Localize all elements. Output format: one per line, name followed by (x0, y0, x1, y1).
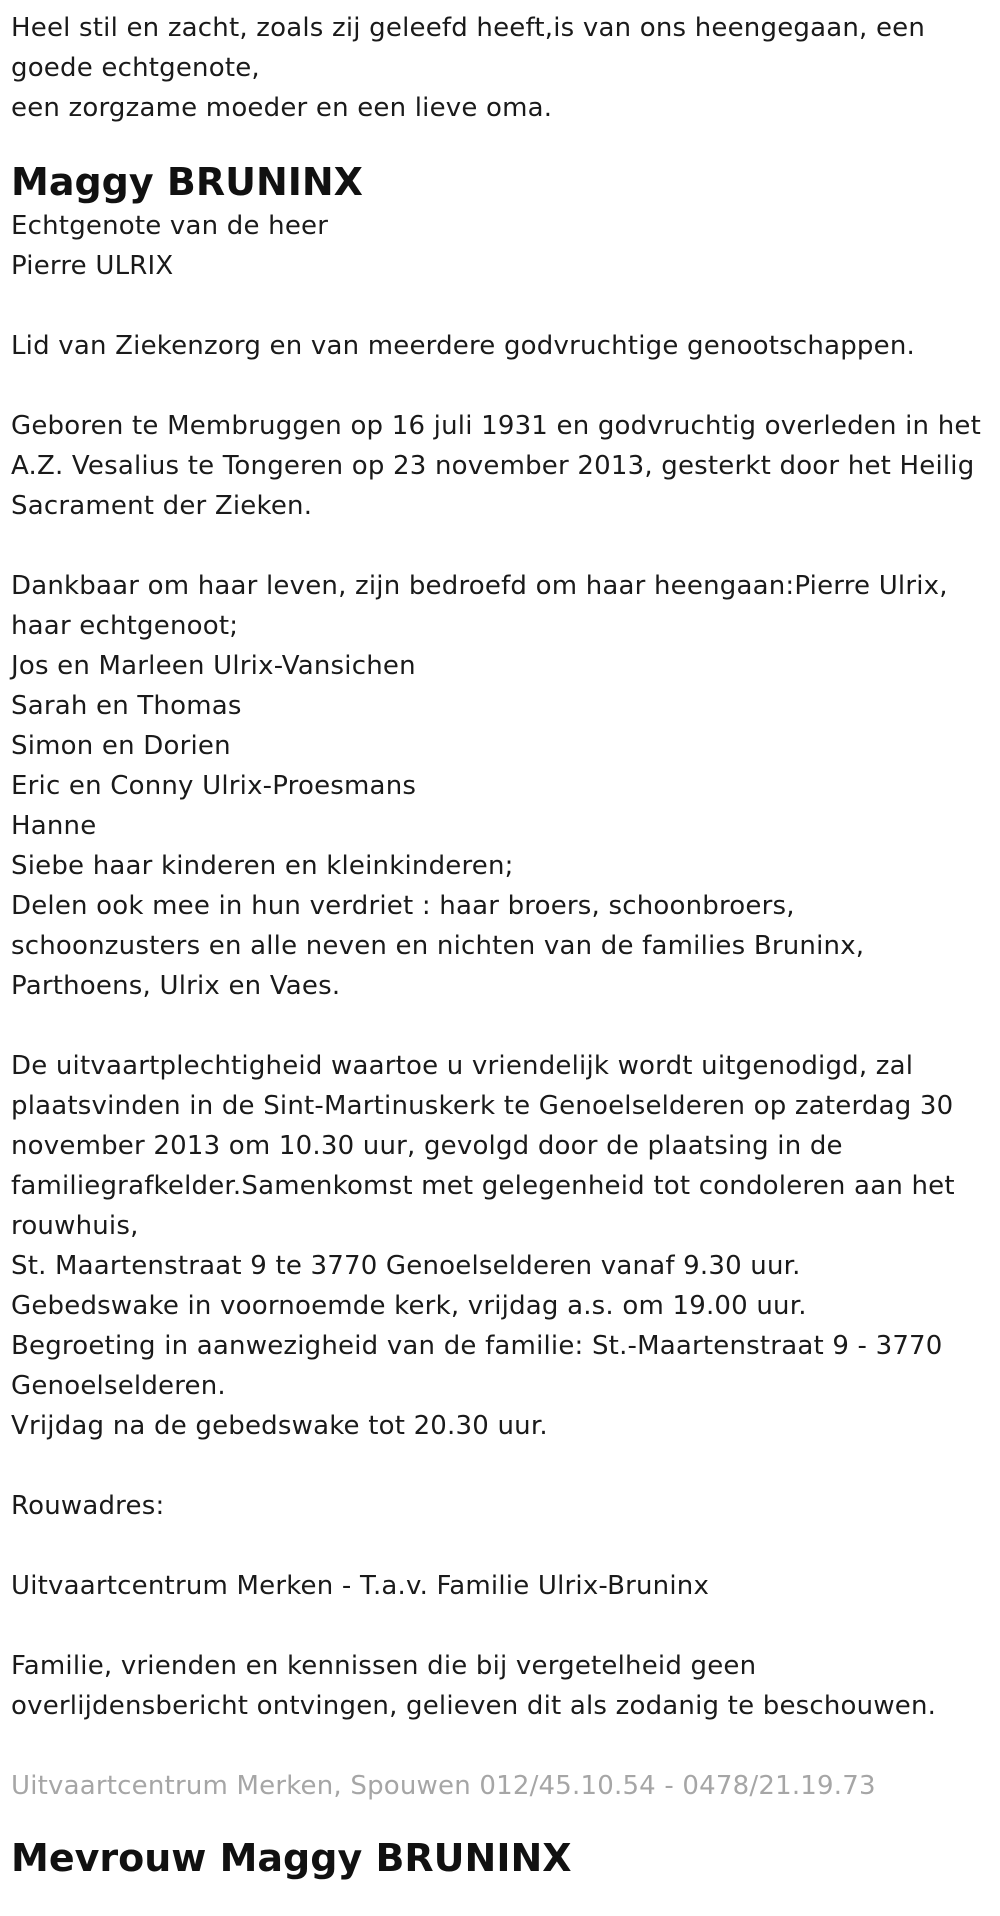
birth-death-line: Geboren te Membruggen op 16 juli 1931 en godvruchtig overleden in het (11, 411, 981, 441)
birth-death-paragraph (11, 406, 990, 526)
spouse-paragraph (11, 206, 990, 286)
family-line: Delen ook mee in hun verdriet : haar broers, schoonbroers, (11, 891, 795, 921)
family-line: Jos en Marleen Ulrix-Vansichen (11, 651, 416, 681)
birth-death-line: Sacrament der Zieken. (11, 491, 313, 521)
family-line: Hanne (11, 811, 97, 841)
family-line: Parthoens, Ulrix en Vaes. (11, 971, 341, 1001)
family-line: haar echtgenoot; (11, 611, 239, 641)
ceremony-line: Gebedswake in voornoemde kerk, vrijdag a.s. om 19.00 uur. (11, 1291, 807, 1321)
bottom-name-heading: Mevrouw Maggy BRUNINX (11, 1836, 572, 1880)
ceremony-line: Vrijdag na de gebedswake tot 20.30 uur. (11, 1411, 548, 1441)
ceremony-line: St. Maartenstraat 9 te 3770 Genoelselderen vanaf 9.30 uur. (11, 1251, 801, 1281)
intro-line: een zorgzame moeder en een lieve oma. (11, 93, 553, 123)
ceremony-line: november 2013 om 10.30 uur, gevolgd door de plaatsing in de (11, 1131, 843, 1161)
spouse-line: Pierre ULRIX (11, 251, 174, 281)
intro-paragraph (11, 8, 990, 128)
spacer (11, 1726, 990, 1766)
ceremony-line: rouwhuis, (11, 1211, 139, 1241)
spouse-line: Echtgenote van de heer (11, 211, 329, 241)
family-line: Eric en Conny Ulrix-Proesmans (11, 771, 417, 801)
membership-paragraph: Lid van Ziekenzorg en van meerdere godvruchtige genootschappen. (11, 331, 915, 361)
family-line: Sarah en Thomas (11, 691, 242, 721)
ceremony-line: Genoelselderen. (11, 1371, 226, 1401)
spacer (11, 286, 990, 326)
family-paragraph (11, 566, 990, 1006)
spacer (11, 1006, 990, 1046)
deceased-name: Maggy BRUNINX (11, 160, 363, 204)
birth-death-line: A.Z. Vesalius te Tongeren op 23 november 2013, gesterkt door het Heilig (11, 451, 975, 481)
family-line: schoonzusters en alle neven en nichten van de families Bruninx, (11, 931, 865, 961)
ceremony-paragraph (11, 1046, 990, 1446)
address-label: Rouwadres: (11, 1491, 165, 1521)
intro-line: Heel stil en zacht, zoals zij geleefd heeft,is van ons heengegaan, een (11, 13, 926, 43)
family-line: Simon en Dorien (11, 731, 231, 761)
family-line: Siebe haar kinderen en kleinkinderen; (11, 851, 514, 881)
ceremony-line: Begroeting in aanwezigheid van de familie: St.-Maartenstraat 9 - 3770 (11, 1331, 943, 1361)
spacer (11, 526, 990, 566)
spacer (11, 366, 990, 406)
ceremony-line: De uitvaartplechtigheid waartoe u vriendelijk wordt uitgenodigd, zal (11, 1051, 914, 1081)
notice-line: Familie, vrienden en kennissen die bij vergetelheid geen (11, 1651, 757, 1681)
intro-line: goede echtgenote, (11, 53, 260, 83)
spacer (11, 1526, 990, 1566)
ceremony-line: familiegrafkelder.Samenkomst met gelegenheid tot condoleren aan het (11, 1171, 955, 1201)
family-line: Dankbaar om haar leven, zijn bedroefd om haar heengaan:Pierre Ulrix, (11, 571, 948, 601)
address-text: Uitvaartcentrum Merken - T.a.v. Familie Ulrix-Bruninx (11, 1571, 710, 1601)
spacer (11, 1446, 990, 1486)
spacer (11, 1606, 990, 1646)
funeral-home-contact: Uitvaartcentrum Merken, Spouwen 012/45.10.54 - 0478/21.19.73 (11, 1771, 876, 1801)
ceremony-line: plaatsvinden in de Sint-Martinuskerk te Genoelselderen op zaterdag 30 (11, 1091, 954, 1121)
notice-line: overlijdensbericht ontvingen, gelieven dit als zodanig te beschouwen. (11, 1691, 937, 1721)
notice-paragraph (11, 1646, 990, 1726)
